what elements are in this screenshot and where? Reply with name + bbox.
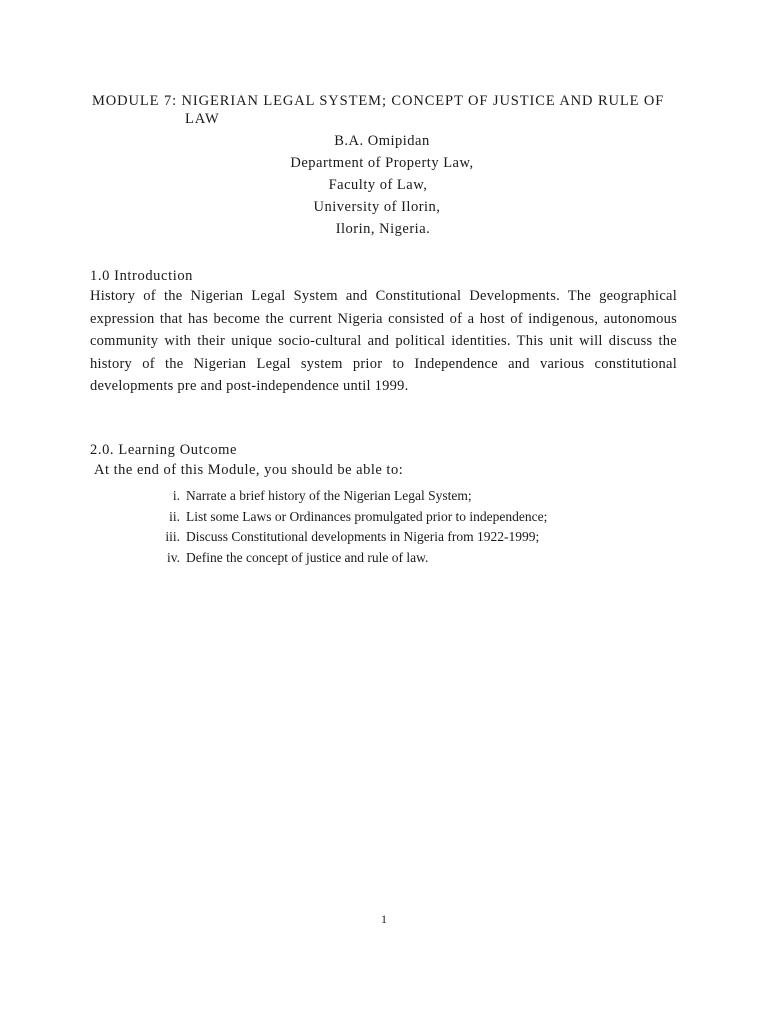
author-name: B.A. Omipidan [334, 133, 430, 149]
list-item-text: Discuss Constitutional developments in Nigeria from 1922-1999; [186, 529, 540, 544]
list-item [150, 548, 547, 569]
author-block [0, 130, 768, 240]
module-title-line-1: MODULE 7: NIGERIAN LEGAL SYSTEM; CONCEPT OF JUSTICE AND RULE OF [92, 93, 665, 109]
list-item [150, 507, 547, 528]
list-item-number: iii. [165, 529, 180, 544]
list-item-text: Narrate a brief history of the Nigerian Legal System; [186, 488, 472, 503]
module-title-line-2: LAW [185, 111, 220, 127]
author-university: University of Ilorin, [313, 199, 441, 215]
list-item-number: ii. [169, 508, 180, 524]
learning-outcome-heading: 2.0. Learning Outcome [90, 442, 238, 458]
author-location: Ilorin, Nigeria. [335, 221, 431, 237]
module-title [92, 92, 692, 128]
list-item [150, 486, 547, 507]
list-item-text: List some Laws or Ordinances promulgated prior to independence; [186, 508, 548, 524]
learning-outcome-lead: At the end of this Module, you should be able to: [94, 462, 404, 478]
list-item [150, 527, 547, 548]
introduction-heading: 1.0 Introduction [90, 268, 194, 284]
list-item-text: Define the concept of justice and rule of law. [186, 549, 429, 565]
list-item-number: iv. [167, 549, 180, 565]
learning-outcome-list [150, 486, 547, 568]
author-department: Department of Property Law, [290, 155, 474, 171]
list-item-number: i. [172, 488, 180, 503]
introduction-paragraph: History of the Nigerian Legal System and Constitutional Developments. The geographical expression that has become the current Nigeria consisted of a host of indigenous, autonomous community with their unique socio-cultural and political identities. This unit will discuss the history of the Nigerian Legal system prior to Independence and various constitutional developments pre and post-independence until 1999. [90, 288, 677, 395]
page-number: 1 [381, 912, 387, 926]
author-faculty: Faculty of Law, [328, 177, 428, 193]
